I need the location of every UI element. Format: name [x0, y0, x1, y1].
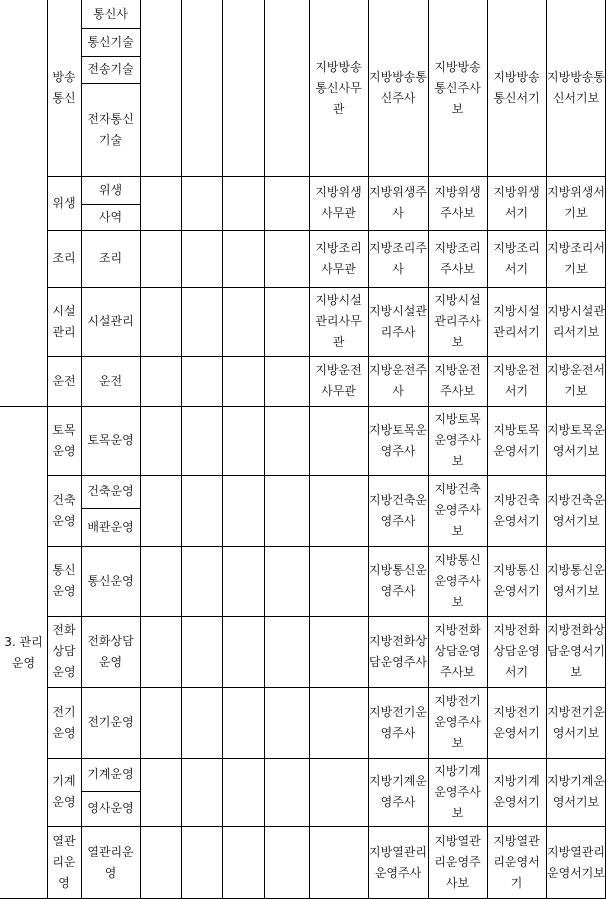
grid-line	[181, 0, 182, 899]
sub-label: 전송기술	[87, 62, 134, 76]
job-title-cell: 지방전화상담운영주사	[369, 633, 427, 669]
sub-label: 사역	[98, 209, 123, 224]
job-title-cell: 지방위생서기	[493, 185, 540, 220]
sub-label: 통신운영	[87, 573, 134, 588]
job-title-cell: 지방조리서기보	[547, 240, 605, 276]
job-title-cell: 지방위생주사	[369, 185, 427, 220]
job-title-cell: 지방토목운영서기	[493, 422, 540, 458]
sub-label: 전기운영	[87, 715, 134, 729]
job-title-cell: 지방토목운영주사	[369, 422, 427, 458]
top-group-label	[0, 0, 47, 406]
job-title-cell: 지방건축운영주사보	[434, 482, 481, 538]
job-title-cell: 지방토목운영주사보	[434, 412, 481, 468]
job-title-cell: 지방방송통신사무관	[315, 59, 362, 116]
grid-line	[140, 0, 141, 899]
group-label: 전화상담운영	[52, 623, 76, 679]
job-title-cell: 지방통신운영서기	[493, 563, 540, 598]
group-label: 통신운영	[52, 563, 76, 598]
grid-line	[222, 0, 223, 899]
job-title-cell: 지방기계운영서기보	[547, 774, 605, 809]
group-label: 건축운영	[52, 492, 76, 528]
group-label: 조리	[52, 251, 76, 265]
sub-label: 토목운영	[87, 433, 134, 447]
job-title-cell: 지방운전주사	[369, 363, 427, 398]
job-title-cell: 지방시설관리서기보	[547, 303, 605, 339]
job-title-cell: 지방조리서기	[493, 240, 540, 276]
job-title-cell: 지방기계운영주사	[369, 774, 427, 809]
job-title-cell: 지방방송통신주사보	[434, 59, 481, 116]
sub-label: 영사운영	[87, 801, 134, 815]
job-title-cell: 지방시설관리주사보	[434, 293, 481, 349]
sub-label: 전자통신기술	[87, 111, 134, 147]
job-title-cell: 지방운전서기	[493, 363, 540, 398]
sub-label: 운전	[98, 373, 123, 388]
group-label: 위생	[52, 195, 76, 210]
sub-label: 통신기술	[87, 34, 134, 49]
job-title-cell: 지방통신운영주사	[369, 563, 427, 598]
job-title-cell: 지방토목운영서기보	[547, 422, 605, 458]
job-title-cell: 지방시설관리서기	[493, 303, 540, 339]
sub-label: 조리	[98, 251, 123, 265]
top-group-label: 3. 관리운영	[4, 634, 43, 670]
group-label: 방송통신	[52, 70, 76, 105]
group-label: 운전	[52, 373, 76, 388]
job-title-cell: 지방전기운영주사보	[434, 694, 481, 750]
job-title-cell: 지방건축운영서기보	[547, 492, 605, 528]
job-title-cell: 지방방송통신서기보	[547, 70, 605, 105]
job-title-cell	[309, 406, 368, 475]
job-title-cell: 지방시설관리주사	[369, 303, 427, 339]
job-title-cell	[309, 616, 368, 687]
job-title-cell: 지방조리주사보	[434, 240, 481, 276]
job-title-cell: 지방통신운영서기보	[547, 563, 605, 598]
job-title-cell: 지방열관리운영서기보	[547, 844, 605, 880]
job-title-cell	[309, 475, 368, 546]
group-label: 전기운영	[52, 704, 76, 740]
job-title-cell: 지방건축운영서기	[493, 492, 540, 528]
job-title-cell: 지방전화상담운영서기보	[547, 623, 605, 679]
sub-label: 전화상담운영	[87, 633, 134, 669]
job-title-cell: 지방열관리운영주사보	[434, 834, 481, 890]
job-title-cell: 지방방송통신서기	[493, 70, 540, 105]
sub-label: 시설관리	[87, 314, 134, 328]
job-title-cell: 지방열관리운영주사	[369, 844, 427, 880]
job-title-cell: 지방운전주사보	[434, 363, 481, 398]
job-title-cell: 지방방송통신주사	[369, 70, 427, 105]
job-title-cell: 지방운전서기보	[547, 363, 605, 398]
sub-label: 배관운영	[87, 519, 134, 534]
job-title-cell: 지방위생주사보	[434, 185, 481, 220]
sub-label: 통신사	[93, 6, 128, 21]
sub-label: 기계운영	[87, 767, 134, 781]
group-label: 토목운영	[52, 422, 76, 458]
job-title-cell: 지방열관리운영서기	[493, 834, 540, 890]
job-title-cell: 지방통신운영주사보	[434, 552, 481, 609]
job-title-cell: 지방시설관리사무관	[315, 293, 362, 349]
job-title-cell: 지방위생사무관	[315, 185, 362, 220]
group-label: 열관리운영	[52, 834, 76, 890]
job-title-cell: 지방전기운영주사	[369, 704, 427, 740]
job-title-cell: 지방전화상담운영주사보	[434, 623, 481, 679]
group-label: 시설관리	[52, 303, 76, 339]
job-title-cell	[309, 687, 368, 758]
job-title-cell	[309, 546, 368, 616]
job-title-cell: 지방조리주사	[369, 240, 427, 276]
sub-label: 열관리운영	[87, 844, 134, 880]
job-title-cell: 지방기계운영서기	[493, 774, 540, 809]
job-title-cell: 지방기계운영주사보	[434, 763, 481, 820]
job-title-cell: 지방위생서기보	[547, 185, 605, 220]
sub-label: 위생	[98, 182, 123, 197]
job-title-cell	[309, 826, 368, 899]
group-label: 기계운영	[52, 774, 76, 809]
job-title-cell: 지방전기운영서기보	[547, 704, 605, 740]
job-title-cell	[309, 758, 368, 826]
grid-line	[264, 0, 265, 899]
job-title-cell: 지방전화상담운영서기	[493, 623, 540, 679]
job-title-cell: 지방운전사무관	[315, 363, 362, 398]
job-title-cell: 지방전기운영서기	[493, 704, 540, 740]
job-title-cell: 지방건축운영주사	[369, 492, 427, 528]
sub-label: 건축운영	[87, 484, 134, 498]
job-title-cell: 지방조리사무관	[315, 240, 362, 276]
